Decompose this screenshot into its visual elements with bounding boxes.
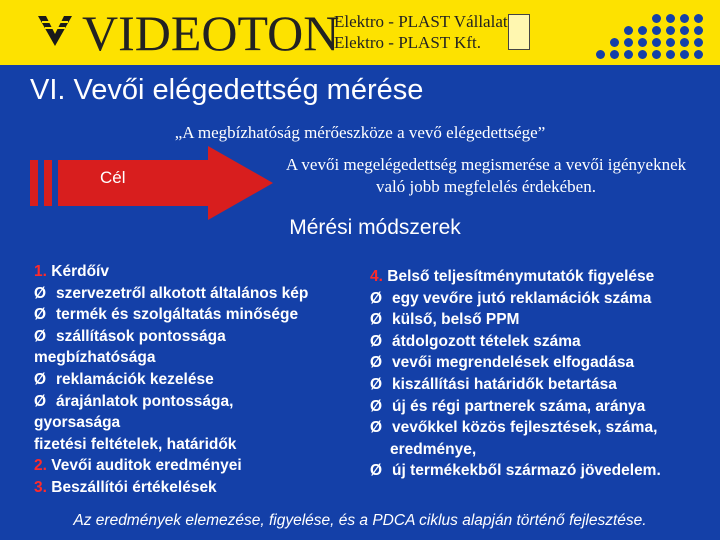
goal-label: Cél xyxy=(100,168,126,187)
bullet-arrow-icon: Ø xyxy=(370,462,383,480)
decor-dot xyxy=(610,50,619,59)
decor-dot xyxy=(610,38,619,47)
decor-dot xyxy=(680,26,689,35)
logo-text: VIDEOTON xyxy=(82,5,340,61)
list-item: Ø vevőkkel közös fejlesztések, száma, xyxy=(370,417,710,439)
list-item: 4. Belső teljesítménymutatók figyelése xyxy=(370,268,655,285)
decor-dot xyxy=(596,50,605,59)
decor-dot xyxy=(694,26,703,35)
decor-dot xyxy=(694,14,703,23)
decor-dot xyxy=(680,50,689,59)
decor-dot xyxy=(652,14,661,23)
bullet-arrow-icon: Ø xyxy=(34,327,47,345)
list-item: Ø vevői megrendelések elfogadása xyxy=(370,352,710,374)
list-item: Ø árajánlatok pontossága, xyxy=(34,391,364,413)
decor-dot xyxy=(666,26,675,35)
dot-pattern-decoration xyxy=(596,14,714,62)
footer-note: Az eredmények elemezése, figyelése, és a PDCA ciklus alapján történő fejlesztése. xyxy=(73,512,647,529)
decor-dot xyxy=(694,38,703,47)
header-banner xyxy=(0,0,720,65)
list-item: Ø szállítások pontossága xyxy=(34,326,364,348)
decor-dot xyxy=(624,50,633,59)
goal-text: A vevői megelégedettség megismerése a vevői igényeknek való jobb megfelelés érdekében. xyxy=(285,155,687,196)
list-item-continuation: eredménye, xyxy=(390,440,477,458)
page-title: VI. Vevői elégedettség mérése xyxy=(30,74,424,106)
decor-dot xyxy=(666,50,675,59)
decor-dot xyxy=(694,50,703,59)
list-item: 1. Kérdőív xyxy=(34,263,109,280)
bullet-arrow-icon: Ø xyxy=(34,392,47,410)
list-item: Ø szervezetről alkotott általános kép xyxy=(34,283,364,305)
bullet-arrow-icon: Ø xyxy=(370,311,383,329)
bullet-arrow-icon: Ø xyxy=(370,354,383,372)
list-item: Ø kiszállítási határidők betartása xyxy=(370,374,710,396)
bullet-arrow-icon: Ø xyxy=(34,284,47,302)
methods-title: Mérési módszerek xyxy=(289,216,461,239)
list-item: Ø termék és szolgáltatás minősége xyxy=(34,304,364,326)
bullet-arrow-icon: Ø xyxy=(34,370,47,388)
videoton-logo-icon xyxy=(36,12,74,50)
bullet-arrow-icon: Ø xyxy=(370,419,383,437)
right-column xyxy=(370,266,710,482)
document-icon xyxy=(508,14,530,50)
list-item: Ø reklamációk kezelése xyxy=(34,369,364,391)
decor-dot xyxy=(638,26,647,35)
company-line-2: Elektro - PLAST Kft. xyxy=(334,33,482,52)
decor-dot xyxy=(624,26,633,35)
decor-dot xyxy=(680,38,689,47)
list-item-continuation: megbízhatósága xyxy=(34,349,156,367)
left-column xyxy=(34,261,364,499)
decor-dot xyxy=(652,50,661,59)
company-line-1: Elektro - PLAST Vállalat xyxy=(334,12,508,31)
decor-dot xyxy=(624,38,633,47)
decor-dot xyxy=(638,50,647,59)
decor-dot xyxy=(652,26,661,35)
list-item: 2. Vevői auditok eredményei xyxy=(34,457,242,475)
list-item-continuation: fizetési feltételek, határidők xyxy=(34,435,237,453)
list-item: Ø átdolgozott tételek száma xyxy=(370,331,710,353)
bullet-arrow-icon: Ø xyxy=(370,375,383,393)
decor-dot xyxy=(638,38,647,47)
decor-dot xyxy=(666,14,675,23)
bullet-arrow-icon: Ø xyxy=(34,306,47,324)
decor-dot xyxy=(652,38,661,47)
decor-dot xyxy=(680,14,689,23)
bullet-arrow-icon: Ø xyxy=(370,289,383,307)
list-item: Ø új és régi partnerek száma, aránya xyxy=(370,396,710,418)
list-item: Ø új termékekből származó jövedelem. xyxy=(370,460,710,482)
list-item-continuation: gyorsasága xyxy=(34,414,121,432)
goal-arrow xyxy=(28,146,278,220)
decor-dot xyxy=(666,38,675,47)
bullet-arrow-icon: Ø xyxy=(370,332,383,350)
list-item: Ø külső, belső PPM xyxy=(370,309,710,331)
list-item: Ø egy vevőre jutó reklamációk száma xyxy=(370,288,710,310)
bullet-arrow-icon: Ø xyxy=(370,397,383,415)
list-item: 3. Beszállítói értékelések xyxy=(34,478,217,496)
quote: „A megbízhatóság mérőeszköze a vevő elégedettsége” xyxy=(174,123,546,142)
